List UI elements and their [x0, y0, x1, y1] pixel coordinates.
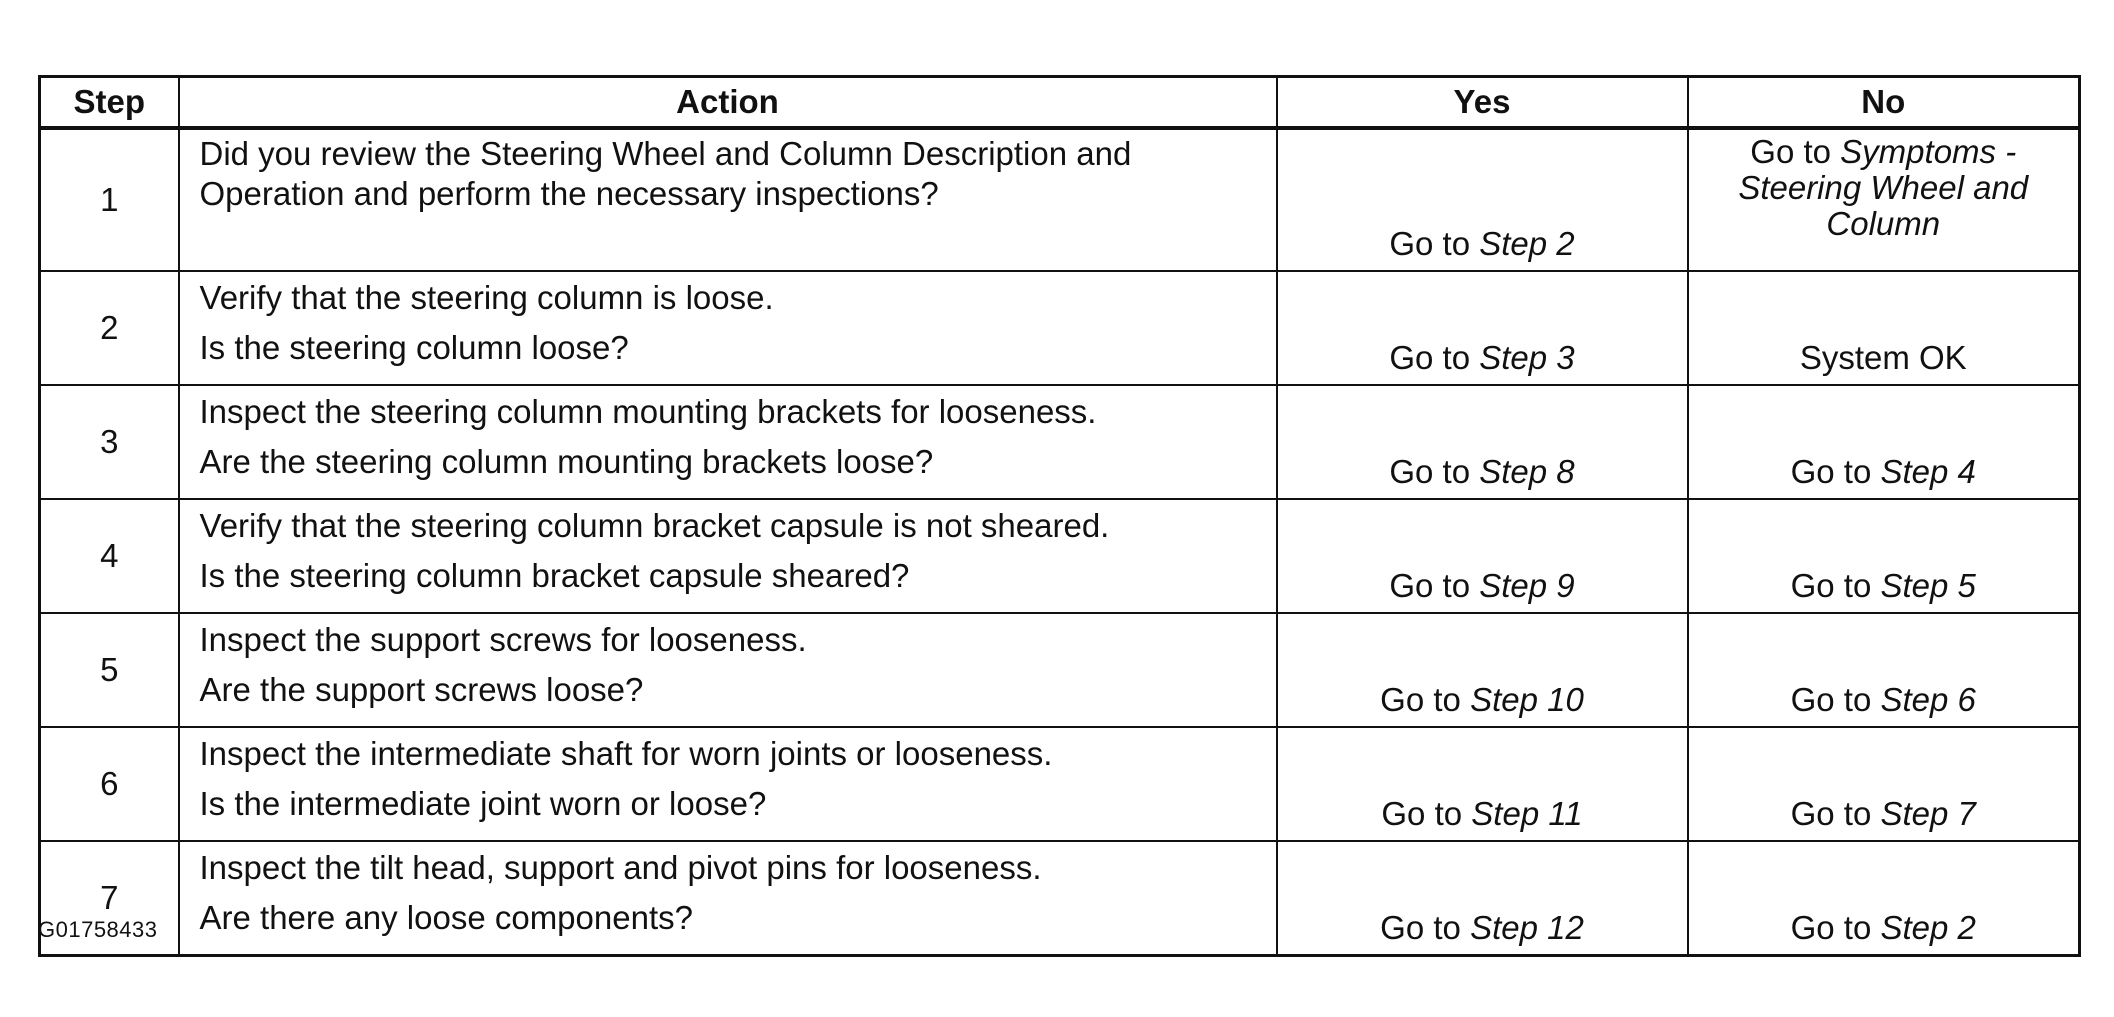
- step-number: 1: [40, 128, 179, 271]
- yes-prefix: Go to: [1380, 909, 1471, 946]
- no-result: [1688, 499, 2080, 613]
- action-line: Verify that the steering column is loose.: [199, 279, 774, 316]
- yes-step-link: Step 8: [1479, 453, 1575, 490]
- no-result: [1688, 271, 2080, 385]
- yes-prefix: Go to: [1381, 795, 1472, 832]
- table-row: [40, 128, 2080, 271]
- no-step-link: Step 4: [1880, 453, 1976, 490]
- action-line: Did you review the Steering Wheel and Column Description and: [199, 135, 1132, 172]
- yes-result: [1277, 613, 1688, 727]
- action-line: Are there any loose components?: [199, 899, 693, 936]
- action-line: Operation and perform the necessary inspections?: [199, 175, 939, 212]
- action-line: Is the steering column loose?: [199, 329, 629, 366]
- no-target-line: Symptoms -: [1840, 133, 2017, 170]
- table-row: [40, 271, 2080, 385]
- action-text: [179, 499, 1277, 613]
- no-result: [1688, 613, 2080, 727]
- yes-result: [1277, 727, 1688, 841]
- yes-step-link: Step 2: [1479, 225, 1575, 262]
- step-number: 4: [40, 499, 179, 613]
- yes-prefix: Go to: [1389, 225, 1480, 262]
- step-number: 7: [40, 841, 179, 956]
- yes-result: [1277, 499, 1688, 613]
- action-line: Verify that the steering column bracket capsule is not sheared.: [199, 507, 1110, 544]
- table-row: [40, 499, 2080, 613]
- no-prefix: Go to: [1790, 567, 1881, 604]
- action-text: [179, 271, 1277, 385]
- yes-step-link: Step 11: [1471, 795, 1583, 832]
- action-text: [179, 128, 1277, 271]
- action-line: Are the support screws loose?: [199, 671, 644, 708]
- yes-step-link: Step 10: [1470, 681, 1584, 718]
- table-header-row: [40, 77, 2080, 129]
- action-line: Inspect the steering column mounting brackets for looseness.: [199, 393, 1097, 430]
- action-line: Is the steering column bracket capsule sheared?: [199, 557, 910, 594]
- yes-result: [1277, 841, 1688, 956]
- yes-result: [1277, 271, 1688, 385]
- yes-prefix: Go to: [1389, 339, 1480, 376]
- no-text: System OK: [1799, 339, 1967, 376]
- action-line: Inspect the tilt head, support and pivot pins for looseness.: [199, 849, 1042, 886]
- no-result: [1688, 841, 2080, 956]
- action-line: Inspect the support screws for looseness.: [199, 621, 807, 658]
- no-step-link: Step 2: [1880, 909, 1976, 946]
- action-line: Is the intermediate joint worn or loose?: [199, 785, 767, 822]
- no-target-line: Column: [1826, 205, 1941, 242]
- header-no: No: [1688, 77, 2080, 129]
- no-prefix: Go to: [1750, 133, 1841, 170]
- table-row: [40, 841, 2080, 956]
- step-number: 6: [40, 727, 179, 841]
- no-prefix: Go to: [1790, 681, 1881, 718]
- no-result: [1688, 385, 2080, 499]
- header-action: Action: [179, 77, 1277, 129]
- no-prefix: Go to: [1790, 453, 1881, 490]
- header-step: Step: [40, 77, 179, 129]
- yes-result: [1277, 385, 1688, 499]
- yes-step-link: Step 12: [1470, 909, 1584, 946]
- no-step-link: Step 7: [1880, 795, 1976, 832]
- no-target-line: Steering Wheel and: [1738, 169, 2029, 206]
- table-row: [40, 727, 2080, 841]
- yes-step-link: Step 3: [1479, 339, 1575, 376]
- yes-result: [1277, 128, 1688, 271]
- action-text: [179, 727, 1277, 841]
- table-row: [40, 385, 2080, 499]
- header-yes: Yes: [1277, 77, 1688, 129]
- action-text: [179, 613, 1277, 727]
- step-number: 5: [40, 613, 179, 727]
- action-line: Inspect the intermediate shaft for worn joints or looseness.: [199, 735, 1053, 772]
- yes-prefix: Go to: [1389, 567, 1480, 604]
- no-step-link: Step 6: [1880, 681, 1976, 718]
- step-number: 3: [40, 385, 179, 499]
- figure-id: G01758433: [38, 917, 158, 942]
- yes-prefix: Go to: [1389, 453, 1480, 490]
- yes-step-link: Step 9: [1479, 567, 1575, 604]
- diagnostic-table: [38, 75, 2081, 957]
- no-prefix: Go to: [1790, 795, 1881, 832]
- no-prefix: Go to: [1790, 909, 1881, 946]
- no-step-link: Step 5: [1880, 567, 1976, 604]
- action-text: [179, 385, 1277, 499]
- yes-prefix: Go to: [1380, 681, 1471, 718]
- no-result: [1688, 128, 2080, 271]
- table-row: [40, 613, 2080, 727]
- action-line: Are the steering column mounting brackets loose?: [199, 443, 934, 480]
- no-result: [1688, 727, 2080, 841]
- action-text: [179, 841, 1277, 956]
- step-number: 2: [40, 271, 179, 385]
